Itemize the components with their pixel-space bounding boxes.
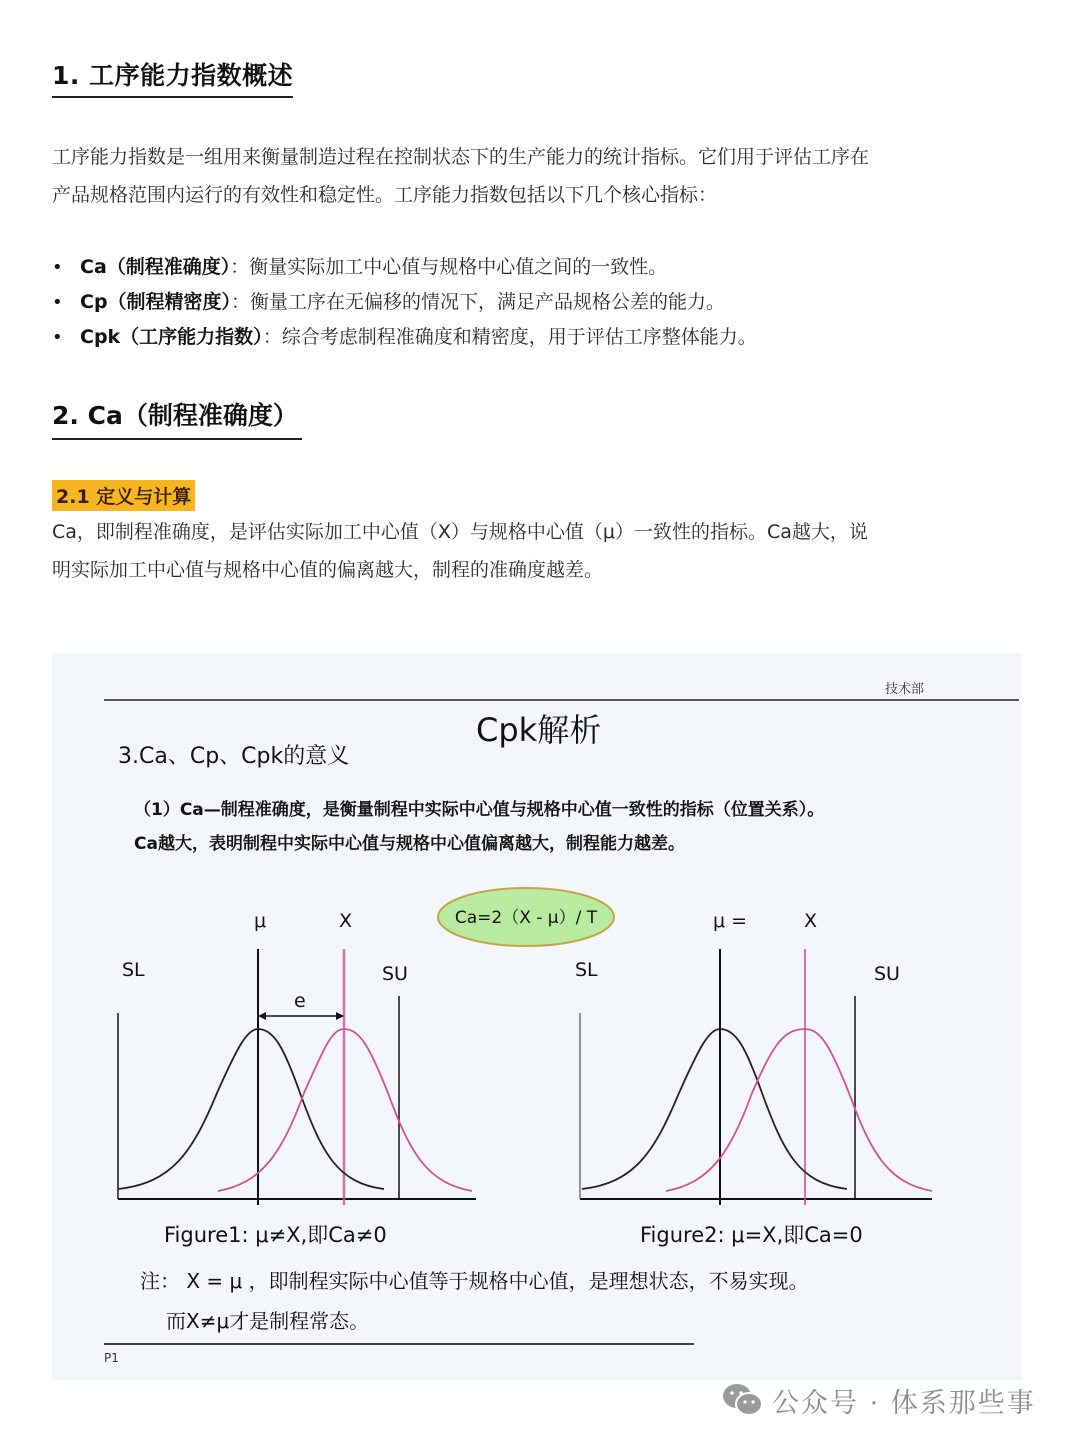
- bullet-dot-icon: •: [52, 257, 63, 278]
- paragraph-line: Ca，即制程准确度，是评估实际加工中心值（X）与规格中心值（μ）一致性的指标。Ca越大，说: [52, 521, 868, 543]
- cpk-slide-image: [52, 653, 1022, 1380]
- e-label: e: [294, 990, 306, 1012]
- bullet-item-cpk: [52, 320, 757, 355]
- su-label: SU: [874, 963, 900, 985]
- x-label: X: [804, 910, 818, 932]
- section2-heading: 2. Ca（制程准确度）: [52, 396, 302, 440]
- paragraph-line: 明实际加工中心值与规格中心值的偏离越大，制程的准确度越差。: [52, 559, 604, 581]
- note-line: 注： X = μ ，即制程实际中心值等于规格中心值，是理想状态，不易实现。: [140, 1269, 809, 1293]
- note-line: 而X≠μ才是制程常态。: [166, 1309, 370, 1333]
- slide-subtitle: 3.Ca、Cp、Cpk的意义: [118, 744, 350, 769]
- section2-paragraph: [52, 513, 1032, 589]
- bullet-term: Cpk（工序能力指数）: [80, 326, 263, 348]
- wechat-watermark: [722, 1378, 1036, 1422]
- slide-bottom-divider: [104, 1343, 694, 1345]
- figure2-caption: Figure2: μ=X,即Ca=0: [640, 1223, 863, 1247]
- su-label: SU: [382, 963, 408, 985]
- formula-ellipse: [438, 888, 614, 946]
- bullet-term: Ca（制程准确度）: [80, 256, 231, 278]
- paragraph-line: 产品规格范围内运行的有效性和稳定性。工序能力指数包括以下几个核心指标：: [52, 184, 718, 206]
- figure2-diagram: [575, 910, 932, 1205]
- paragraph-line: 工序能力指数是一组用来衡量制造过程在控制状态下的生产能力的统计指标。它们用于评估工序在: [52, 146, 870, 168]
- bullet-item-ca: [52, 250, 757, 285]
- formula-text: Ca=2（X - μ）/ T: [454, 908, 598, 928]
- bullet-dot-icon: •: [52, 327, 63, 348]
- wechat-icon: [722, 1382, 764, 1418]
- section1-heading: 1. 工序能力指数概述: [52, 56, 293, 98]
- bullet-desc: ：衡量实际加工中心值与规格中心值之间的一致性。: [230, 256, 668, 278]
- index-bullet-list: [52, 250, 757, 355]
- bullet-term: Cp（制程精密度）: [80, 291, 232, 313]
- figure1-caption: Figure1: μ≠X,即Ca≠0: [164, 1223, 387, 1247]
- bullet-desc: ：衡量工序在无偏移的情况下，满足产品规格公差的能力。: [231, 291, 726, 313]
- bullet-desc: ：综合考虑制程准确度和精密度，用于评估工序整体能力。: [262, 326, 757, 348]
- mu-label: μ: [254, 910, 267, 932]
- section1-paragraph: [52, 138, 1032, 214]
- bullet-dot-icon: •: [52, 292, 63, 313]
- slide-title: Cpk解析: [476, 711, 602, 749]
- slide-desc-line: （1）Ca—制程准确度，是衡量制程中实际中心值与规格中心值一致性的指标（位置关系）。: [134, 800, 825, 820]
- mu-label: μ =: [713, 910, 748, 932]
- department-label: 技术部: [885, 682, 925, 697]
- page-number: P1: [104, 1351, 119, 1365]
- figure1-diagram: [118, 910, 476, 1205]
- bullet-item-cp: [52, 285, 757, 320]
- slide-desc-line: Ca越大，表明制程中实际中心值与规格中心值偏离越大，制程能力越差。: [134, 834, 685, 854]
- x-label: X: [339, 910, 353, 932]
- section2-subheading-highlight: 2.1 定义与计算: [52, 480, 195, 511]
- sl-label: SL: [122, 959, 145, 981]
- sl-label: SL: [575, 959, 598, 981]
- watermark-text: 公众号 · 体系那些事: [772, 1387, 1036, 1419]
